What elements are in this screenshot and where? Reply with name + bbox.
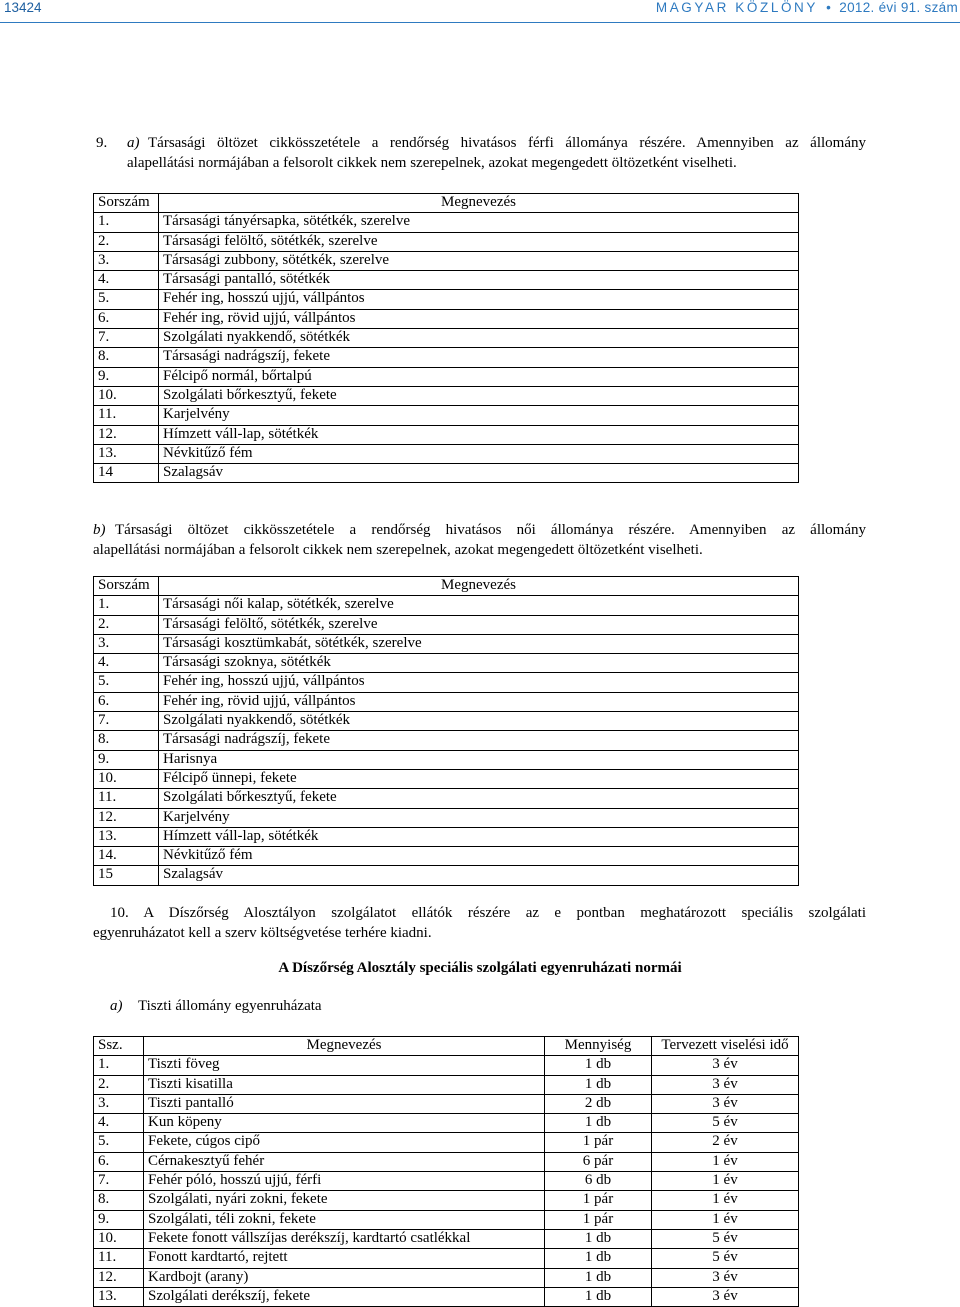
table-header-row: [94, 577, 799, 596]
table-row: [94, 348, 799, 367]
table-cell: Fonott kardtartó, rejtett: [144, 1249, 545, 1268]
table-cell: Fehér ing, rövid ujjú, vállpántos: [159, 309, 799, 328]
table-row: [94, 464, 799, 483]
table-cell: 14.: [94, 847, 159, 866]
table-cell: 13.: [94, 827, 159, 846]
table-cell: Társasági felöltő, sötétkék, szerelve: [159, 615, 799, 634]
table-row: [94, 750, 799, 769]
table-cell: 1 év: [652, 1172, 799, 1191]
column-header: Sorszám: [94, 194, 159, 213]
table-cell: 1 db: [545, 1114, 652, 1133]
subsection-b-line1: Társasági öltözet cikkösszetétele a rendőrség hivatásos női állománya részére. Amennyiben az állomány: [115, 522, 866, 538]
table-cell: 1 év: [652, 1191, 799, 1210]
table-cell: 6 db: [545, 1172, 652, 1191]
page-header: [0, 0, 960, 23]
bullet-separator: •: [822, 0, 836, 15]
table-cell: Társasági kosztümkabát, sötétkék, szerelve: [159, 634, 799, 653]
table-cell: 6 pár: [545, 1152, 652, 1171]
table-cell: 1 pár: [545, 1210, 652, 1229]
table-cell: 2 év: [652, 1133, 799, 1152]
table-cell: Társasági női kalap, sötétkék, szerelve: [159, 596, 799, 615]
table-row: [94, 309, 799, 328]
table-cell: Kardbojt (arany): [144, 1268, 545, 1287]
table-cell: 8.: [94, 731, 159, 750]
table-cell: 12.: [94, 425, 159, 444]
table-cell: 12.: [94, 1268, 144, 1287]
table-row: [94, 1075, 799, 1094]
table-row: [94, 1249, 799, 1268]
table-cell: 7.: [94, 1172, 144, 1191]
table-cell: 3 év: [652, 1287, 799, 1306]
table-row: [94, 654, 799, 673]
table-cell: Karjelvény: [159, 808, 799, 827]
table-cell: 4.: [94, 271, 159, 290]
table-cell: Karjelvény: [159, 406, 799, 425]
table-row: [94, 769, 799, 788]
table-row: [94, 847, 799, 866]
table-cell: 10.: [94, 1229, 144, 1248]
table-cell: 3.: [94, 1094, 144, 1113]
table-cell: 2.: [94, 232, 159, 251]
table-cell: Társasági tányérsapka, sötétkék, szerelve: [159, 213, 799, 232]
table-cell: Szolgálati nyakkendő, sötétkék: [159, 712, 799, 731]
subsection-a-label: a): [127, 135, 140, 151]
table-cell: Harisnya: [159, 750, 799, 769]
table-cell: Társasági felöltő, sötétkék, szerelve: [159, 232, 799, 251]
table-cell: Társasági szoknya, sötétkék: [159, 654, 799, 673]
table-row: [94, 232, 799, 251]
column-header: Megnevezés: [159, 194, 799, 213]
table-row: [94, 367, 799, 386]
table-cell: 5 év: [652, 1114, 799, 1133]
table-cell: Társasági nadrágszíj, fekete: [159, 731, 799, 750]
table-cell: 5.: [94, 673, 159, 692]
table-c: [93, 1036, 799, 1307]
table-cell: 9.: [94, 367, 159, 386]
table-cell: 1 db: [545, 1229, 652, 1248]
journal-header: [656, 0, 958, 15]
table-row: [94, 596, 799, 615]
table-cell: 5 év: [652, 1249, 799, 1268]
column-header: Tervezett viselési idő: [652, 1037, 799, 1056]
table-cell: Fekete, cúgos cipő: [144, 1133, 545, 1152]
table-cell: 7.: [94, 712, 159, 731]
table-cell: 14: [94, 464, 159, 483]
table-row: [94, 1114, 799, 1133]
table-cell: Szolgálati, nyári zokni, fekete: [144, 1191, 545, 1210]
table-cell: 4.: [94, 654, 159, 673]
table-row: [94, 615, 799, 634]
table-cell: 11.: [94, 406, 159, 425]
table-cell: Félcipő ünnepi, fekete: [159, 769, 799, 788]
table-cell: 2 db: [545, 1094, 652, 1113]
issue-label: 2012. évi 91. szám: [839, 0, 958, 15]
table-row: [94, 251, 799, 270]
section10-title: A Díszőrség Alosztály speciális szolgálati egyenruházati normái: [278, 960, 682, 976]
table-cell: Szalagsáv: [159, 866, 799, 885]
table-cell: 1.: [94, 213, 159, 232]
table-cell: 1.: [94, 596, 159, 615]
table-cell: 5 év: [652, 1229, 799, 1248]
table-row: [94, 386, 799, 405]
table-cell: 3.: [94, 634, 159, 653]
table-cell: 6.: [94, 1152, 144, 1171]
subsection-b-label: b): [93, 522, 106, 538]
table-cell: 11.: [94, 1249, 144, 1268]
subsection-a-label: a): [110, 998, 123, 1014]
table-cell: Névkitűző fém: [159, 444, 799, 463]
table-cell: 3 év: [652, 1056, 799, 1075]
table-cell: 6.: [94, 692, 159, 711]
table-cell: 1 év: [652, 1152, 799, 1171]
table-row: [94, 425, 799, 444]
table-cell: 3 év: [652, 1075, 799, 1094]
table-cell: 2.: [94, 615, 159, 634]
table-cell: Fehér ing, hosszú ujjú, vállpántos: [159, 290, 799, 309]
table-row: [94, 271, 799, 290]
table-row: [94, 789, 799, 808]
table-row: [94, 673, 799, 692]
table-cell: 9.: [94, 1210, 144, 1229]
table-cell: Cérnakesztyű fehér: [144, 1152, 545, 1171]
table-cell: Szolgálati derékszíj, fekete: [144, 1287, 545, 1306]
section-number: 9.: [96, 135, 108, 151]
table-row: [94, 213, 799, 232]
table-row: [94, 1229, 799, 1248]
journal-title: MAGYAR KÖZLÖNY: [655, 0, 819, 15]
table-row: [94, 634, 799, 653]
table-row: [94, 1172, 799, 1191]
table-row: [94, 866, 799, 885]
table-cell: 10.: [94, 386, 159, 405]
table-cell: 2.: [94, 1075, 144, 1094]
table-cell: Tiszti kisatilla: [144, 1075, 545, 1094]
table-row: [94, 827, 799, 846]
table-cell: 7.: [94, 329, 159, 348]
table-cell: 10.: [94, 769, 159, 788]
column-header: Megnevezés: [144, 1037, 545, 1056]
table-row: [94, 731, 799, 750]
table-a: [93, 193, 799, 483]
table-row: [94, 808, 799, 827]
table-row: [94, 1152, 799, 1171]
table-cell: 8.: [94, 1191, 144, 1210]
table-cell: Hímzett váll-lap, sötétkék: [159, 827, 799, 846]
subsection-b-line2: alapellátási normájában a felsorolt cikkek nem szerepelnek, azokat megengedett öltözetként viselheti.: [93, 542, 703, 558]
table-cell: 1.: [94, 1056, 144, 1075]
table-row: [94, 692, 799, 711]
table-cell: 5.: [94, 1133, 144, 1152]
section10-line2: egyenruházatot kell a szerv költségvetése terhére kiadni.: [93, 925, 432, 941]
table-cell: Kun köpeny: [144, 1114, 545, 1133]
table-cell: 1 db: [545, 1075, 652, 1094]
table-cell: Tiszti föveg: [144, 1056, 545, 1075]
table-cell: Fehér póló, hosszú ujjú, férfi: [144, 1172, 545, 1191]
section10-line1: 10. A Díszőrség Alosztályon szolgálatot ellátók részére az e pontban meghatározott speciális szolgálati: [110, 905, 866, 921]
table-cell: 9.: [94, 750, 159, 769]
table-b: [93, 576, 799, 886]
table-cell: Hímzett váll-lap, sötétkék: [159, 425, 799, 444]
table-row: [94, 1268, 799, 1287]
table-cell: Fehér ing, hosszú ujjú, vállpántos: [159, 673, 799, 692]
table-cell: Társasági pantalló, sötétkék: [159, 271, 799, 290]
table-cell: 3 év: [652, 1094, 799, 1113]
table-row: [94, 1133, 799, 1152]
table-cell: Tiszti pantalló: [144, 1094, 545, 1113]
table-row: [94, 1056, 799, 1075]
table-cell: Szolgálati nyakkendő, sötétkék: [159, 329, 799, 348]
table-cell: 1 év: [652, 1210, 799, 1229]
table-header-row: [94, 194, 799, 213]
table-cell: Szolgálati bőrkesztyű, fekete: [159, 789, 799, 808]
table-cell: 8.: [94, 348, 159, 367]
table-cell: 3 év: [652, 1268, 799, 1287]
subsection-a-title: Tiszti állomány egyenruházata: [138, 998, 322, 1014]
page-number: 13424: [4, 0, 42, 15]
table-cell: 1 db: [545, 1056, 652, 1075]
table-cell: 11.: [94, 789, 159, 808]
table-cell: 5.: [94, 290, 159, 309]
column-header: Megnevezés: [159, 577, 799, 596]
table-row: [94, 406, 799, 425]
table-row: [94, 1287, 799, 1306]
table-cell: Szolgálati, téli zokni, fekete: [144, 1210, 545, 1229]
column-header: Sorszám: [94, 577, 159, 596]
table-cell: Fehér ing, rövid ujjú, vállpántos: [159, 692, 799, 711]
table-cell: Névkitűző fém: [159, 847, 799, 866]
table-cell: 1 pár: [545, 1191, 652, 1210]
table-row: [94, 329, 799, 348]
table-cell: 3.: [94, 251, 159, 270]
table-cell: 4.: [94, 1114, 144, 1133]
table-cell: 15: [94, 866, 159, 885]
table-cell: 1 db: [545, 1268, 652, 1287]
table-cell: 1 pár: [545, 1133, 652, 1152]
table-row: [94, 1191, 799, 1210]
column-header: Ssz.: [94, 1037, 144, 1056]
table-cell: 6.: [94, 309, 159, 328]
table-cell: Félcipő normál, bőrtalpú: [159, 367, 799, 386]
subsection-a-line1: Társasági öltözet cikkösszetétele a rendőrség hivatásos férfi állománya részére. Amennyiben az állomány: [148, 135, 866, 151]
table-cell: 13.: [94, 444, 159, 463]
column-header: Mennyiség: [545, 1037, 652, 1056]
table-cell: Szolgálati bőrkesztyű, fekete: [159, 386, 799, 405]
table-cell: 1 db: [545, 1287, 652, 1306]
table-cell: 12.: [94, 808, 159, 827]
table-row: [94, 712, 799, 731]
table-cell: 1 db: [545, 1249, 652, 1268]
table-cell: 13.: [94, 1287, 144, 1306]
table-row: [94, 1210, 799, 1229]
table-row: [94, 290, 799, 309]
table-header-row: [94, 1037, 799, 1056]
table-cell: Társasági nadrágszíj, fekete: [159, 348, 799, 367]
table-row: [94, 444, 799, 463]
table-cell: Fekete fonott vállszíjas derékszíj, kardtartó csatlékkal: [144, 1229, 545, 1248]
table-row: [94, 1094, 799, 1113]
table-cell: Társasági zubbony, sötétkék, szerelve: [159, 251, 799, 270]
subsection-a-line2: alapellátási normájában a felsorolt cikkek nem szerepelnek, azokat megengedett öltözetként viselheti.: [127, 155, 737, 171]
table-cell: Szalagsáv: [159, 464, 799, 483]
